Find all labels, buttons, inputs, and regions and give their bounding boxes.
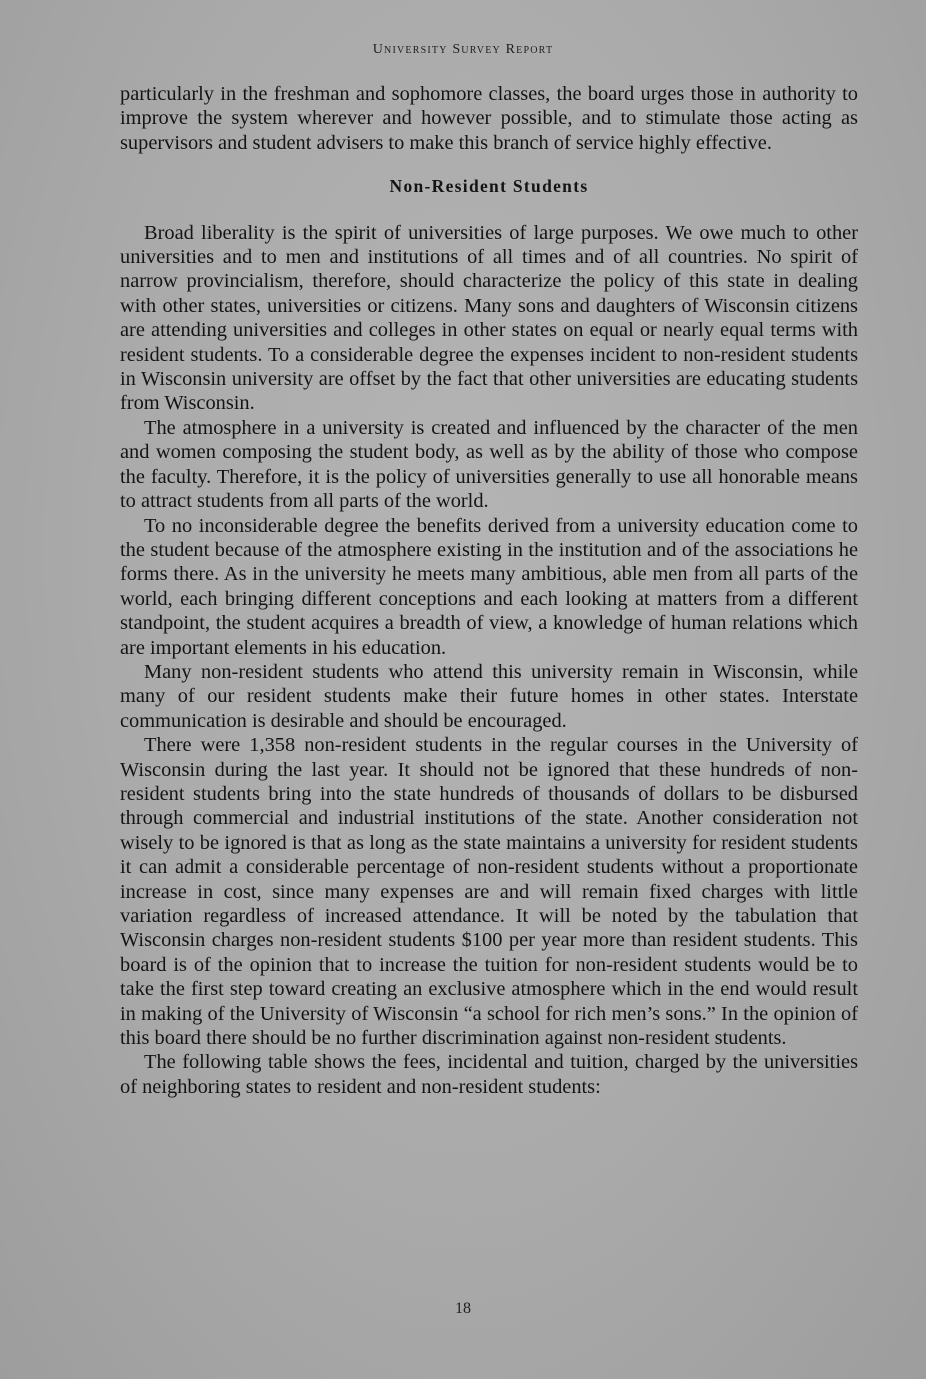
body-text (120, 82, 858, 1099)
paragraph-interstate: Many non-resident students who attend this university remain in Wisconsin, while many of our resident students make their future homes in other states. Interstate communication is desirable and should be encouraged. (120, 660, 858, 732)
paragraph-table-intro: The following table shows the fees, incidental and tuition, charged by the universities of neighboring states to resident and non-resident students: (120, 1051, 858, 1098)
paragraph-atmosphere: The atmosphere in a university is created and influenced by the character of the men and women composing the student body, as well as by the ability of those who compose the faculty. Therefore, it is the policy of universities generally to use all honorable means to attract students from all parts of the world. (120, 416, 858, 513)
running-head: University Survey Report (372, 42, 554, 57)
paragraph-benefits: To no inconsiderable degree the benefits derived from a university education come to the student because of the atmosphere existing in the institution and of the associations he forms there. As in the university he meets many ambitious, able men from all parts of the world, each bringing different conceptions and each looking at matters from a different standpoint, the student acquires a breadth of view, a knowledge of human relations which are important elements in his education. (120, 514, 858, 659)
paragraph-enrollment: There were 1,358 non-resident students in the regular courses in the University of Wisconsin during the last year. It should not be ignored that these hundreds of non-resident students bring into the state hundreds of thousands of dollars to be disbursed through commercial and industrial institutions of the state. Another consideration not wisely to be ignored is that as long as the state maintains a university for resident students it can admit a considerable percentage of non-resident students without a proportionate increase in cost, since many expenses are and will remain fixed charges with little variation regardless of increased attendance. It will be noted by the tabulation that Wisconsin charges non-resident students $100 per year more than resident students. This board is of the opinion that to increase the tuition for non-resident students would be to take the first step toward creating an exclusive atmosphere which in the end would result in making of the University of Wisconsin “a school for rich men’s sons.” In the opinion of this board there should be no further discrimination against non-resident students. (120, 734, 858, 1050)
page-number: 18 (455, 1300, 471, 1317)
continuation-paragraph: particularly in the freshman and sophomore classes, the board urges those in authority to improve the system wherever and however possible, and to stimulate those acting as supervisors and student advisers to make this branch of service highly effective. (120, 83, 858, 154)
paragraph-liberality: Broad liberality is the spirit of universities of large purposes. We owe much to other universities and to men and institutions of all times and of all countries. No spirit of narrow provincialism, therefore, should characterize the policy of this state in dealing with other states, universities or citizens. Many sons and daughters of Wisconsin citizens are attending universities and colleges in other states on equal or nearly equal terms with resident students. To a considerable degree the expenses incident to non-resident students in Wisconsin university are offset by the fact that other universities are educating students from Wisconsin. (120, 221, 858, 415)
section-heading: Non-Resident Students (389, 176, 589, 197)
